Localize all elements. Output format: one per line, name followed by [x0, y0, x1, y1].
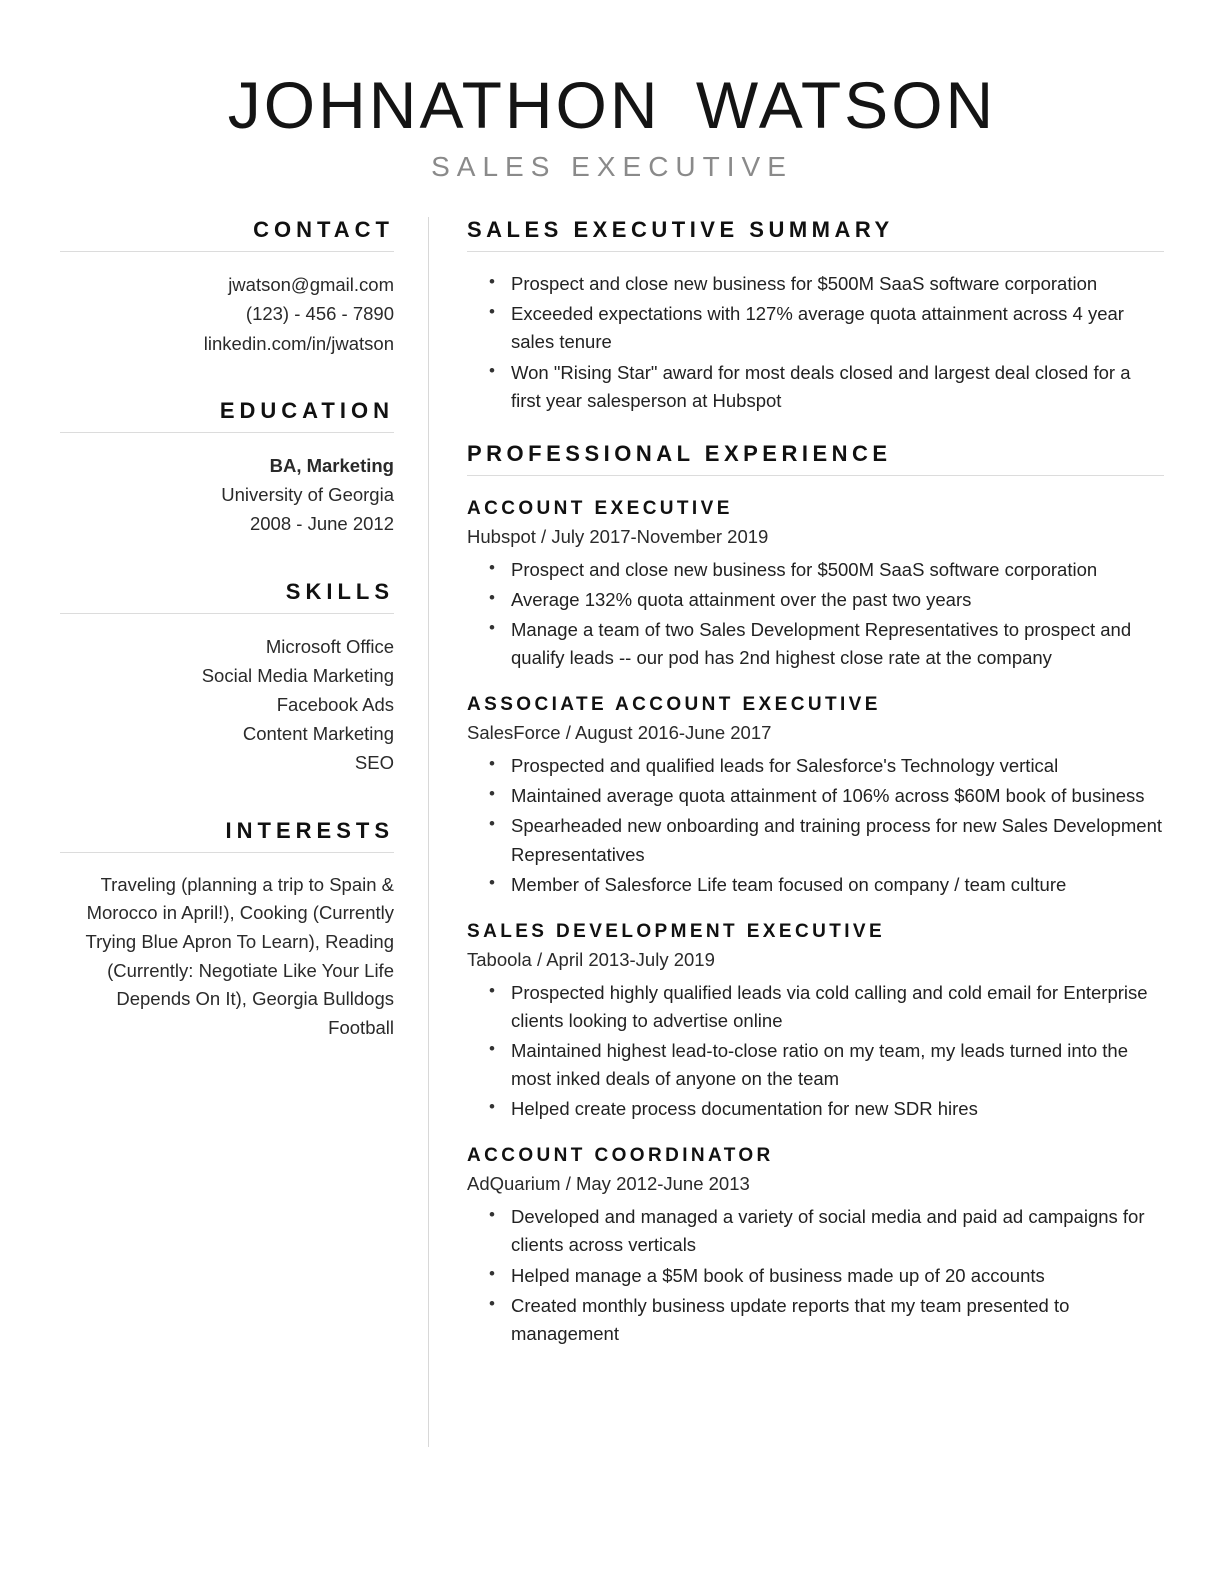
experience-item	[467, 694, 1164, 899]
section-title-skills: SKILLS	[285, 578, 394, 604]
section-title-interests: INTERESTS	[225, 817, 394, 843]
list-item: • Won "Rising Star" award for most deals closed and largest deal closed for a first year salesperson at Hubspot	[489, 359, 1164, 415]
job-meta: AdQuarium / May 2012-June 2013	[467, 1173, 750, 1195]
list-item: • Developed and managed a variety of social media and paid ad campaigns for clients across verticals	[489, 1203, 1164, 1259]
job-role: ACCOUNT EXECUTIVE	[467, 497, 733, 519]
education-dates: 2008 - June 2012	[249, 513, 394, 535]
contact-phone[interactable]: (123) - 456 - 7890	[245, 303, 394, 325]
list-item: • Exceeded expectations with 127% average quota attainment across 4 year sales tenure	[489, 300, 1164, 356]
section-experience	[467, 441, 1164, 1348]
job-bullets	[467, 979, 1164, 1124]
section-title-experience: PROFESSIONAL EXPERIENCE	[467, 440, 892, 466]
section-rule	[467, 251, 1164, 252]
job-meta: Hubspot / July 2017-November 2019	[467, 525, 769, 547]
list-item: • Average 132% quota attainment over the past two years	[489, 586, 1164, 614]
resume-body	[60, 217, 1164, 1447]
job-bullets	[467, 556, 1164, 672]
list-item: • Helped manage a $5M book of business made up of 20 accounts	[489, 1262, 1164, 1290]
list-item: • Maintained highest lead-to-close ratio on my team, my leads turned into the most inked deals of anyone on the team	[489, 1037, 1164, 1093]
list-item: • Spearheaded new onboarding and training process for new Sales Development Representatives	[489, 812, 1164, 868]
list-item: • Prospect and close new business for $500M SaaS software corporation	[489, 270, 1164, 298]
list-item: Microsoft Office	[265, 635, 394, 657]
list-item: SEO	[354, 752, 394, 774]
contact-email[interactable]: jwatson@gmail.com	[228, 274, 394, 296]
list-item: Facebook Ads	[276, 694, 394, 716]
education-school: University of Georgia	[221, 484, 394, 506]
job-role: SALES DEVELOPMENT EXECUTIVE	[467, 920, 886, 942]
list-item: • Helped create process documentation for new SDR hires	[489, 1095, 1164, 1123]
section-skills	[60, 579, 394, 778]
list-item: • Prospect and close new business for $500M SaaS software corporation	[489, 556, 1164, 584]
experience-item	[467, 921, 1164, 1124]
section-rule	[60, 251, 394, 252]
list-item: • Created monthly business update reports that my team presented to management	[489, 1292, 1164, 1348]
list-item: • Prospected and qualified leads for Salesforce's Technology vertical	[489, 752, 1164, 780]
list-item: Social Media Marketing	[201, 664, 394, 686]
section-rule	[60, 432, 394, 433]
interests-text: Traveling (planning a trip to Spain & Morocco in April!), Cooking (Currently Trying Blue Apron To Learn), Reading (Currently: Negotiate Like Your Life Depends On It), Georgia Bulldogs Football	[85, 873, 394, 1039]
job-bullets	[467, 1203, 1164, 1348]
list-item: Content Marketing	[242, 723, 394, 745]
job-bullets	[467, 752, 1164, 899]
section-rule	[60, 613, 394, 614]
section-title-contact: CONTACT	[253, 217, 394, 243]
education-degree: BA, Marketing	[269, 454, 394, 476]
section-summary	[467, 217, 1164, 415]
main-content	[429, 217, 1164, 1374]
list-item: • Member of Salesforce Life team focused on company / team culture	[489, 871, 1164, 899]
candidate-title: SALES EXECUTIVE	[431, 151, 793, 183]
section-title-summary: SALES EXECUTIVE SUMMARY	[467, 217, 894, 243]
contact-linkedin[interactable]: linkedin.com/in/jwatson	[203, 332, 394, 354]
summary-bullets	[467, 270, 1164, 415]
experience-item	[467, 1145, 1164, 1348]
section-interests	[60, 818, 394, 1043]
job-meta: Taboola / April 2013-July 2019	[467, 948, 715, 970]
section-contact	[60, 217, 394, 358]
experience-item	[467, 498, 1164, 672]
resume-header	[60, 70, 1164, 183]
section-rule	[467, 475, 1164, 476]
list-item: • Manage a team of two Sales Development Representatives to prospect and qualify leads -- our pod has 2nd highest close rate at the company	[489, 616, 1164, 672]
section-title-education: EDUCATION	[219, 397, 394, 423]
list-item: • Prospected highly qualified leads via cold calling and cold email for Enterprise clients looking to advertise online	[489, 979, 1164, 1035]
list-item: • Maintained average quota attainment of 106% across $60M book of business	[489, 782, 1164, 810]
job-role: ASSOCIATE ACCOUNT EXECUTIVE	[467, 694, 881, 716]
section-rule	[60, 852, 394, 853]
job-role: ACCOUNT COORDINATOR	[467, 1145, 774, 1167]
candidate-name: JOHNATHON WATSON	[227, 68, 997, 142]
sidebar	[60, 217, 428, 1082]
job-meta: SalesForce / August 2016-June 2017	[467, 722, 772, 744]
section-education	[60, 398, 394, 539]
